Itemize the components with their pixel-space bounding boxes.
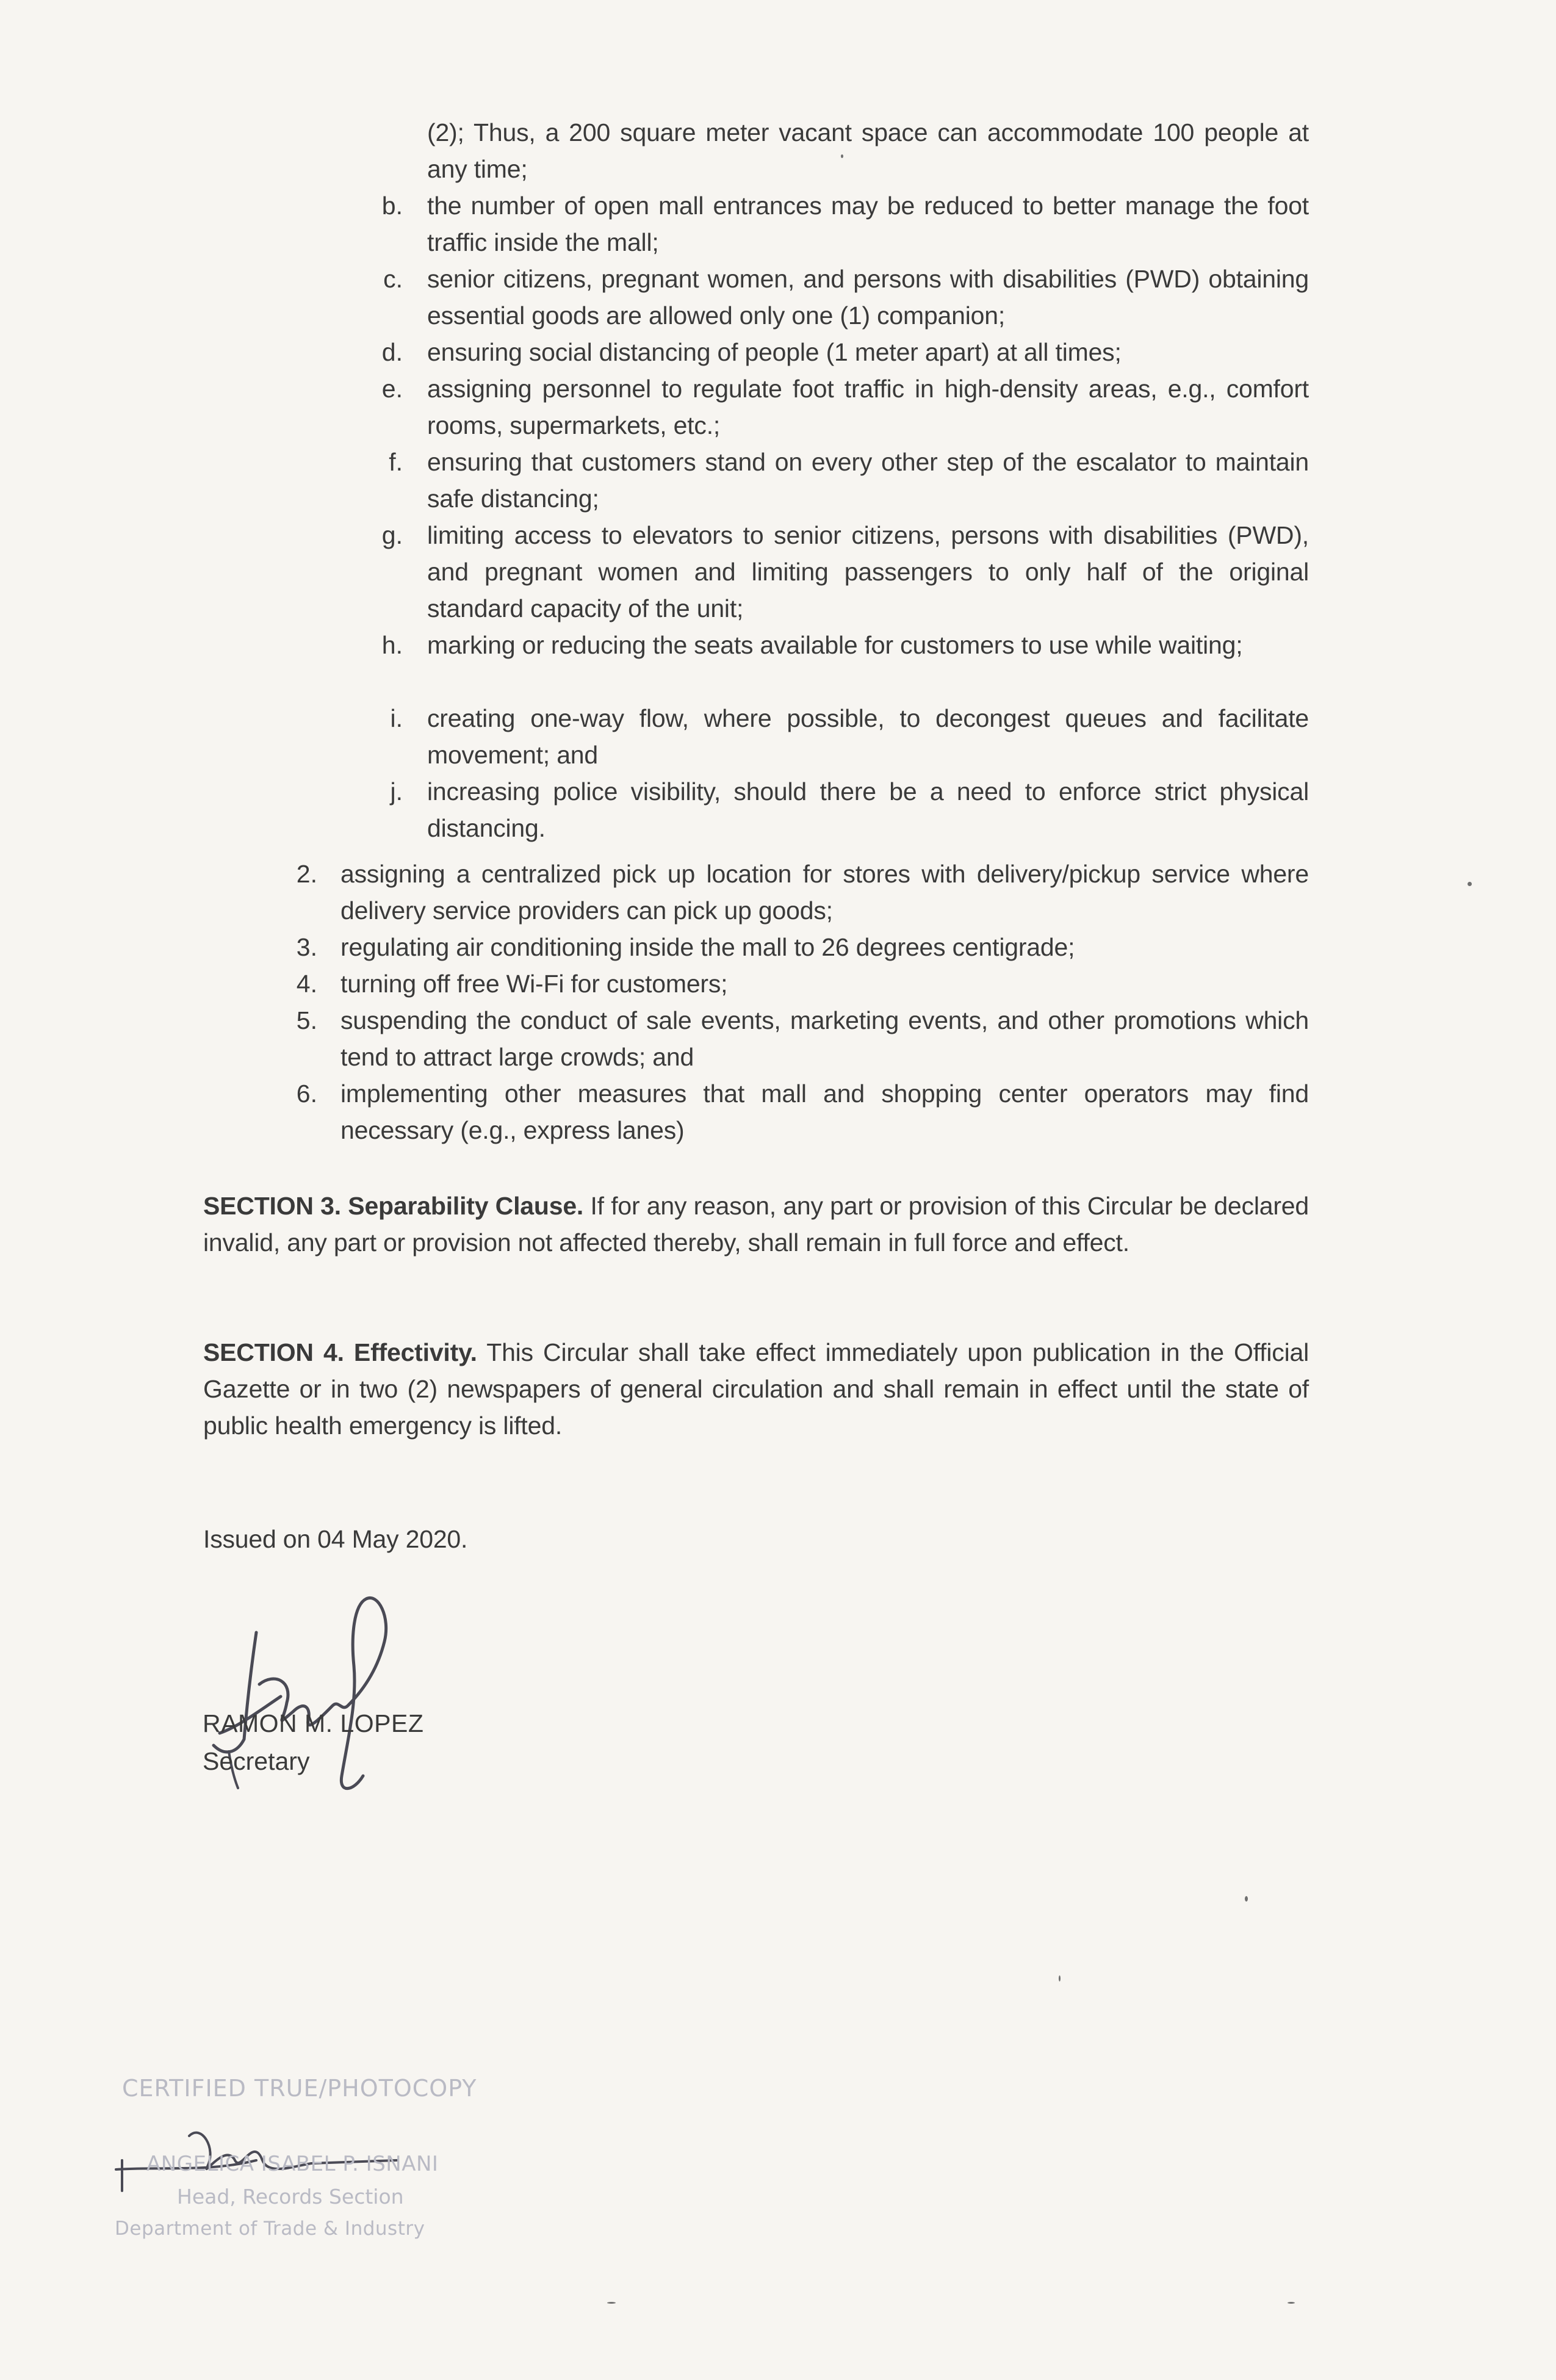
list-item: ensuring that customers stand on every other step of the escalator to maintain safe distancing; — [427, 448, 1309, 513]
list-item: turning off free Wi-Fi for customers; — [340, 970, 728, 998]
stamp-name: ANGELICA ISABEL P. ISNANI — [146, 2152, 439, 2176]
list-item: assigning a centralized pick up location for stores with delivery/pickup service where delivery service providers can pick up goods; — [340, 860, 1309, 925]
list-marker: d. — [381, 338, 403, 366]
list-marker: 3. — [296, 933, 317, 961]
scan-speck — [1288, 2302, 1295, 2304]
list-marker: 5. — [296, 1006, 317, 1034]
list-item: senior citizens, pregnant women, and persons with disabilities (PWD) obtaining essential goods are allowed only one (1) companion; — [427, 265, 1309, 330]
issued-date: Issued on 04 May 2020. — [203, 1525, 468, 1553]
list-item: marking or reducing the seats available for customers to use while waiting; — [427, 631, 1243, 659]
stamp-role: Head, Records Section — [177, 2185, 404, 2209]
stamp-heading: CERTIFIED TRUE/PHOTOCOPY — [122, 2075, 477, 2102]
stamp-department: Department of Trade & Industry — [115, 2218, 425, 2240]
list-item: ensuring social distancing of people (1 meter apart) at all times; — [427, 338, 1122, 366]
list-item: assigning personnel to regulate foot traffic in high-density areas, e.g., comfort rooms, supermarkets, etc.; — [427, 375, 1309, 439]
list-marker: j. — [390, 777, 403, 806]
signatory-name: RAMON M. LOPEZ — [203, 1709, 424, 1737]
list-marker: g. — [381, 521, 403, 549]
list-marker: f. — [389, 448, 403, 476]
list-item: regulating air conditioning inside the mall to 26 degrees centigrade; — [340, 933, 1075, 961]
scan-speck — [1468, 882, 1472, 886]
scan-speck — [1059, 1975, 1061, 1982]
list-marker: e. — [381, 375, 403, 403]
item-a-continuation: (2); Thus, a 200 square meter vacant space can accommodate 100 people at any time; — [427, 118, 1309, 183]
list-marker: c. — [383, 265, 403, 293]
list-item: creating one-way flow, where possible, to decongest queues and facilitate movement; and — [427, 704, 1309, 769]
scan-speck — [607, 2302, 616, 2304]
list-marker: 2. — [296, 860, 317, 888]
list-marker: 6. — [296, 1080, 317, 1108]
section-3-text: If for any reason, any part or provision of this Circular be declared invalid, any part or provision not affected thereby, shall remain in full force and effect. — [203, 1192, 1309, 1257]
list-marker: h. — [381, 631, 403, 659]
list-item: increasing police visibility, should there be a need to enforce strict physical distancing. — [427, 777, 1309, 842]
section-4 — [203, 1334, 1309, 1444]
section-3-heading: SECTION 3. Separability Clause. — [203, 1192, 584, 1220]
signatory-title: Secretary — [203, 1747, 310, 1775]
scan-speck — [841, 154, 843, 158]
section-3 — [203, 1188, 1309, 1261]
list-marker: b. — [381, 192, 403, 220]
scan-speck — [1245, 1896, 1248, 1902]
section-4-text: This Circular shall take effect immediately upon publication in the Official Gazette or in two (2) newspapers of general circulation and shall remain in effect until the state of public health emergency is lifted. — [203, 1338, 1309, 1440]
list-item: the number of open mall entrances may be reduced to better manage the foot traffic inside the mall; — [427, 192, 1309, 256]
list-marker: i. — [390, 704, 403, 732]
list-item: implementing other measures that mall and shopping center operators may find necessary (e.g., express lanes) — [340, 1080, 1309, 1144]
section-4-heading: SECTION 4. Effectivity. — [203, 1338, 477, 1366]
list-marker: 4. — [296, 970, 317, 998]
list-item: suspending the conduct of sale events, marketing events, and other promotions which tend to attract large crowds; and — [340, 1006, 1309, 1071]
list-item: limiting access to elevators to senior citizens, persons with disabilities (PWD), and pregnant women and limiting passengers to only half of the original standard capacity of the unit; — [427, 521, 1309, 622]
